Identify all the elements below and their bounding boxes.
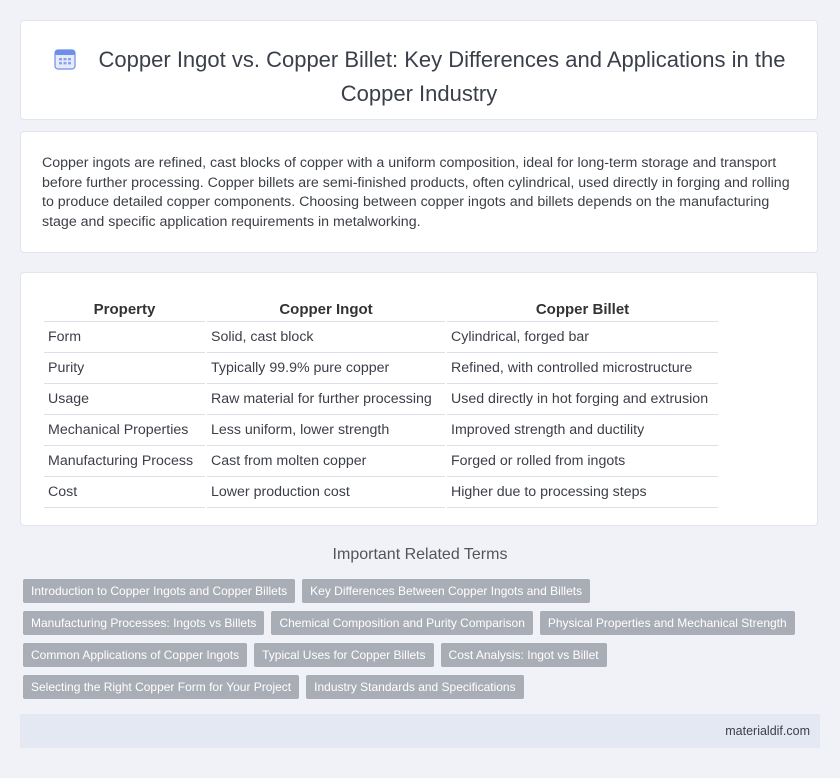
table-cell: Solid, cast block [207,322,445,353]
table-cell: Lower production cost [207,477,445,508]
table-cell: Raw material for further processing [207,384,445,415]
related-term-tag[interactable]: Cost Analysis: Ingot vs Billet [441,643,607,667]
table-cell: Mechanical Properties [44,415,205,446]
related-term-tag[interactable]: Manufacturing Processes: Ingots vs Billets [23,611,264,635]
related-term-tag[interactable]: Industry Standards and Specifications [306,675,523,699]
table-cell: Typically 99.9% pure copper [207,353,445,384]
table-row [44,446,718,477]
intro-card [20,131,818,253]
calendar-icon [53,47,77,79]
table-row [44,477,718,508]
table-cell: Manufacturing Process [44,446,205,477]
table-cell: Form [44,322,205,353]
comparison-card [20,272,818,526]
related-term-tag[interactable]: Selecting the Right Copper Form for Your Project [23,675,299,699]
related-terms-list [23,579,823,707]
page-title-wrap [21,45,817,109]
related-term-tag[interactable]: Introduction to Copper Ingots and Copper Billets [23,579,295,603]
footer-site-link[interactable]: materialdif.com [725,724,810,738]
table-cell: Cost [44,477,205,508]
table-row [44,415,718,446]
related-term-tag[interactable]: Typical Uses for Copper Billets [254,643,433,667]
table-cell: Improved strength and ductility [447,415,718,446]
table-cell: Usage [44,384,205,415]
table-row [44,384,718,415]
table-cell: Used directly in hot forging and extrusion [447,384,718,415]
tag-row [23,675,823,699]
related-term-tag[interactable]: Common Applications of Copper Ingots [23,643,247,667]
table-cell: Cylindrical, forged bar [447,322,718,353]
table-cell: Refined, with controlled microstructure [447,353,718,384]
table-row [44,322,718,353]
table-cell: Forged or rolled from ingots [447,446,718,477]
header-property: Property [44,295,205,322]
intro-paragraph: Copper ingots are refined, cast blocks of copper with a uniform composition, ideal for long-term storage and transport before further processing. Copper billets are semi-finished products, often cylindrical, used directly in forging and rolling to produce detailed copper components. Choosing between copper ingots and billets depends on the manufacturing stage and specific application requirements in metalworking. [42,155,790,230]
tag-row [23,611,823,635]
header-copper-ingot: Copper Ingot [207,295,445,322]
comparison-table [42,295,720,508]
title-card [20,20,818,120]
footer-bar [20,714,820,748]
page-title: Copper Ingot vs. Copper Billet: Key Differences and Applications in the Copper Industry [98,47,786,106]
table-cell: Less uniform, lower strength [207,415,445,446]
related-term-tag[interactable]: Physical Properties and Mechanical Strength [540,611,795,635]
table-cell: Cast from molten copper [207,446,445,477]
tag-row [23,579,823,603]
related-terms-title: Important Related Terms [332,546,508,563]
related-term-tag[interactable]: Chemical Composition and Purity Comparison [271,611,532,635]
header-copper-billet: Copper Billet [447,295,718,322]
table-row [44,353,718,384]
table-cell: Purity [44,353,205,384]
table-header-row [44,295,718,322]
table-cell: Higher due to processing steps [447,477,718,508]
tag-row [23,643,823,667]
related-term-tag[interactable]: Key Differences Between Copper Ingots and Billets [302,579,590,603]
